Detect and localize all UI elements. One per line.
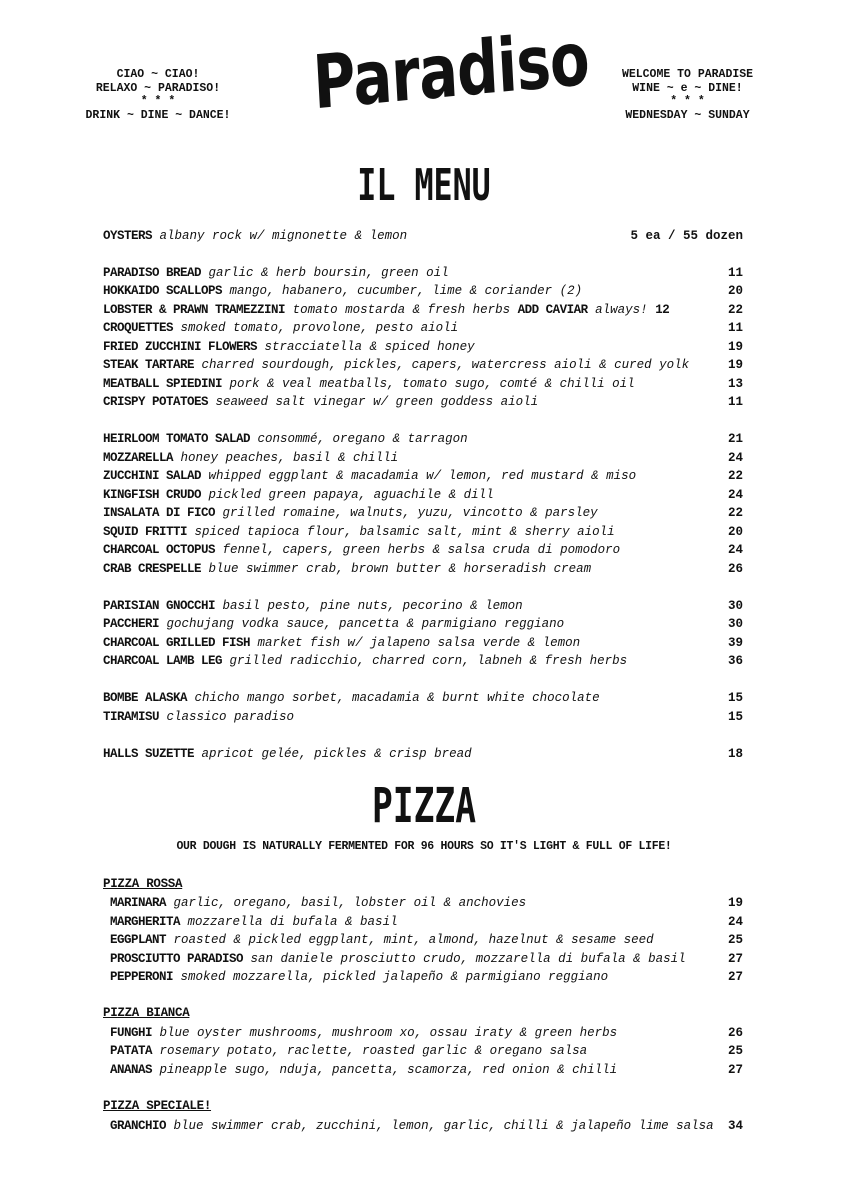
menu-item	[103, 653, 743, 669]
item-description: pickled green papaya, aguachile & dill	[208, 488, 494, 502]
item-price: 34	[727, 1119, 743, 1133]
item-price: 27	[727, 1063, 743, 1077]
item-price: 19	[727, 358, 743, 372]
item-price: 24	[727, 915, 743, 929]
item-name: MARINARA	[110, 896, 167, 910]
item-description: albany rock w/ mignonette & lemon	[159, 229, 408, 243]
item-description: chicho mango sorbet, macadamia & burnt white chocolate	[194, 691, 600, 705]
item-description: mozzarella di bufala & basil	[187, 915, 398, 929]
item-price: 22	[727, 506, 743, 520]
menu-item	[103, 283, 743, 299]
menu-item	[103, 302, 743, 318]
menu-item	[110, 1118, 743, 1134]
item-price: 20	[727, 284, 743, 298]
item-name: BOMBE ALASKA	[103, 691, 188, 705]
item-price: 19	[727, 340, 743, 354]
header-left-line: RELAXO ~ PARADISO!	[95, 81, 221, 95]
menu-item	[103, 431, 743, 447]
item-name: ZUCCHINI SALAD	[103, 469, 202, 483]
item-description: blue oyster mushrooms, mushroom xo, ossau iraty & green herbs	[159, 1026, 618, 1040]
item-description: classico paradiso	[166, 710, 295, 724]
header-right-line: WELCOME TO PARADISE	[621, 68, 754, 81]
menu-item	[103, 339, 743, 355]
item-price: 27	[727, 952, 743, 966]
item-description: grilled radicchio, charred corn, labneh & fresh herbs	[229, 654, 628, 668]
item-description: rosemary potato, raclette, roasted garlic & oregano salsa	[159, 1044, 588, 1058]
item-name: CRISPY POTATOES	[103, 395, 209, 409]
item-price: 19	[727, 896, 743, 910]
item-price: 5 ea / 55 dozen	[630, 229, 743, 243]
item-name: STEAK TARTARE	[103, 358, 195, 372]
item-description: smoked tomato, provolone, pesto aioli	[180, 321, 459, 335]
item-name: FRIED ZUCCHINI FLOWERS	[103, 340, 258, 354]
item-name: MOZZARELLA	[103, 451, 174, 465]
item-name: SQUID FRITTI	[103, 525, 188, 539]
item-description: consommé, oregano & tarragon	[257, 432, 468, 446]
item-name: CHARCOAL GRILLED FISH	[103, 636, 251, 650]
menu-item	[103, 524, 743, 540]
menu-item	[110, 969, 743, 985]
item-name: CRAB CRESPELLE	[103, 562, 202, 576]
item-description: seaweed salt vinegar w/ green goddess aioli	[215, 395, 539, 409]
item-name: CROQUETTES	[103, 321, 174, 335]
menu-item	[103, 450, 743, 466]
item-name: FUNGHI	[110, 1026, 153, 1040]
item-price: 22	[727, 303, 743, 317]
item-description: whipped eggplant & macadamia w/ lemon, red mustard & miso	[208, 469, 637, 483]
item-description: spiced tapioca flour, balsamic salt, mint & sherry aioli	[194, 525, 615, 539]
item-name: MEATBALL SPIEDINI	[103, 377, 223, 391]
menu-item	[103, 468, 743, 484]
menu-item	[103, 320, 743, 336]
menu-item	[110, 932, 743, 948]
menu-item	[103, 487, 743, 503]
item-price: 13	[727, 377, 743, 391]
addon-note: always!	[595, 303, 648, 317]
item-description: market fish w/ jalapeno salsa verde & lemon	[257, 636, 581, 650]
addon-price: 12	[655, 303, 670, 317]
item-name: OYSTERS	[103, 229, 153, 243]
item-price: 11	[727, 395, 743, 409]
item-price: 18	[727, 747, 743, 761]
item-description: blue swimmer crab, brown butter & horseradish cream	[208, 562, 592, 576]
item-description: roasted & pickled eggplant, mint, almond, hazelnut & sesame seed	[173, 933, 654, 947]
item-description: basil pesto, pine nuts, pecorino & lemon	[222, 599, 523, 613]
item-price: 24	[727, 488, 743, 502]
menu-item	[103, 376, 743, 392]
item-price: 11	[727, 266, 743, 280]
menu-item	[110, 914, 743, 930]
menu-item	[103, 542, 743, 558]
item-description: apricot gelée, pickles & crisp bread	[201, 747, 472, 761]
item-name: PEPPERONI	[110, 970, 174, 984]
menu-item	[110, 895, 743, 911]
header-right-line: * * *	[670, 95, 705, 108]
item-name: MARGHERITA	[110, 915, 181, 929]
item-price: 24	[727, 543, 743, 557]
pizza-tagline: OUR DOUGH IS NATURALLY FERMENTED FOR 96 HOURS SO IT'S LIGHT & FULL OF LIFE!	[176, 840, 672, 853]
item-description: honey peaches, basil & chilli	[180, 451, 399, 465]
menu-item	[103, 616, 743, 632]
item-description: pineapple sugo, nduja, pancetta, scamorza, red onion & chilli	[159, 1063, 618, 1077]
header-right-greeting	[605, 68, 770, 122]
menu-item	[110, 1043, 743, 1059]
item-description: gochujang vodka sauce, pancetta & parmigiano reggiano	[166, 617, 565, 631]
menu-item	[103, 746, 743, 762]
header-left-line: DRINK ~ DINE ~ DANCE!	[85, 108, 231, 122]
menu-item-oysters	[103, 228, 743, 244]
item-name: EGGPLANT	[110, 933, 167, 947]
menu-item	[110, 1025, 743, 1041]
item-price: 15	[727, 691, 743, 705]
item-price: 26	[727, 1026, 743, 1040]
menu-item	[103, 598, 743, 614]
item-description: garlic, oregano, basil, lobster oil & anchovies	[173, 896, 527, 910]
item-name: KINGFISH CRUDO	[103, 488, 202, 502]
menu-item	[103, 709, 743, 725]
menu-item	[103, 690, 743, 706]
item-description: pork & veal meatballs, tomato sugo, comté & chilli oil	[229, 377, 635, 391]
item-price: 20	[727, 525, 743, 539]
brand-logo: Paradiso	[310, 15, 591, 127]
menu-item	[103, 394, 743, 410]
header-left-line: CIAO ~ CIAO!	[116, 68, 200, 81]
item-description: blue swimmer crab, zucchini, lemon, garlic, chilli & jalapeño lime salsa	[173, 1119, 714, 1133]
item-name: LOBSTER & PRAWN TRAMEZZINI	[103, 303, 286, 317]
menu-item	[103, 265, 743, 281]
item-price: 15	[727, 710, 743, 724]
pizza-speciale-heading: PIZZA SPECIALE!	[103, 1099, 212, 1113]
item-price: 30	[727, 617, 743, 631]
menu-item	[103, 505, 743, 521]
item-name: PARADISO BREAD	[103, 266, 202, 280]
item-name: PACCHERI	[103, 617, 160, 631]
item-description: stracciatella & spiced honey	[264, 340, 475, 354]
header-right-line: WINE ~ e ~ DINE!	[632, 81, 743, 95]
item-name: TIRAMISU	[103, 710, 160, 724]
menu-item	[103, 357, 743, 373]
item-description: smoked mozzarella, pickled jalapeño & parmigiano reggiano	[180, 970, 609, 984]
item-price: 27	[727, 970, 743, 984]
item-description: garlic & herb boursin, green oil	[208, 266, 449, 280]
pizza-bianca-heading: PIZZA BIANCA	[103, 1006, 190, 1020]
item-name: INSALATA DI FICO	[103, 506, 216, 520]
menu-item	[103, 635, 743, 651]
item-description: tomato mostarda & fresh herbs	[292, 303, 511, 317]
item-name: ANANAS	[110, 1063, 153, 1077]
item-price: 25	[727, 1044, 743, 1058]
pizza-rossa-heading: PIZZA ROSSA	[103, 877, 183, 891]
item-name: PATATA	[110, 1044, 153, 1058]
item-price: 26	[727, 562, 743, 576]
item-name: PROSCIUTTO PARADISO	[110, 952, 244, 966]
item-price: 25	[727, 933, 743, 947]
item-name: GRANCHIO	[110, 1119, 167, 1133]
item-name: HOKKAIDO SCALLOPS	[103, 284, 223, 298]
addon-label: ADD CAVIAR	[517, 303, 588, 317]
item-price: 22	[727, 469, 743, 483]
menu-title: IL MENU	[357, 160, 491, 211]
menu-item	[103, 561, 743, 577]
header-left-greeting	[68, 68, 248, 122]
menu-item	[110, 1062, 743, 1078]
item-description: charred sourdough, pickles, capers, watercress aioli & cured yolk	[201, 358, 690, 372]
item-description: fennel, capers, green herbs & salsa cruda di pomodoro	[222, 543, 621, 557]
item-price: 24	[727, 451, 743, 465]
item-name: HEIRLOOM TOMATO SALAD	[103, 432, 251, 446]
item-description: mango, habanero, cucumber, lime & coriander (2)	[229, 284, 583, 298]
header-right-line: WEDNESDAY ~ SUNDAY	[625, 108, 750, 122]
menu-item	[110, 951, 743, 967]
item-price: 39	[727, 636, 743, 650]
header-left-line: * * *	[140, 95, 176, 108]
item-name: CHARCOAL LAMB LEG	[103, 654, 223, 668]
item-name: HALLS SUZETTE	[103, 747, 195, 761]
item-price: 11	[727, 321, 743, 335]
item-price: 30	[727, 599, 743, 613]
item-price: 21	[727, 432, 743, 446]
item-price: 36	[727, 654, 743, 668]
item-description: grilled romaine, walnuts, yuzu, vincotto & parsley	[222, 506, 598, 520]
item-description: san daniele prosciutto crudo, mozzarella di bufala & basil	[250, 952, 686, 966]
item-name: PARISIAN GNOCCHI	[103, 599, 216, 613]
item-name: CHARCOAL OCTOPUS	[103, 543, 216, 557]
pizza-title: PIZZA	[371, 778, 477, 834]
